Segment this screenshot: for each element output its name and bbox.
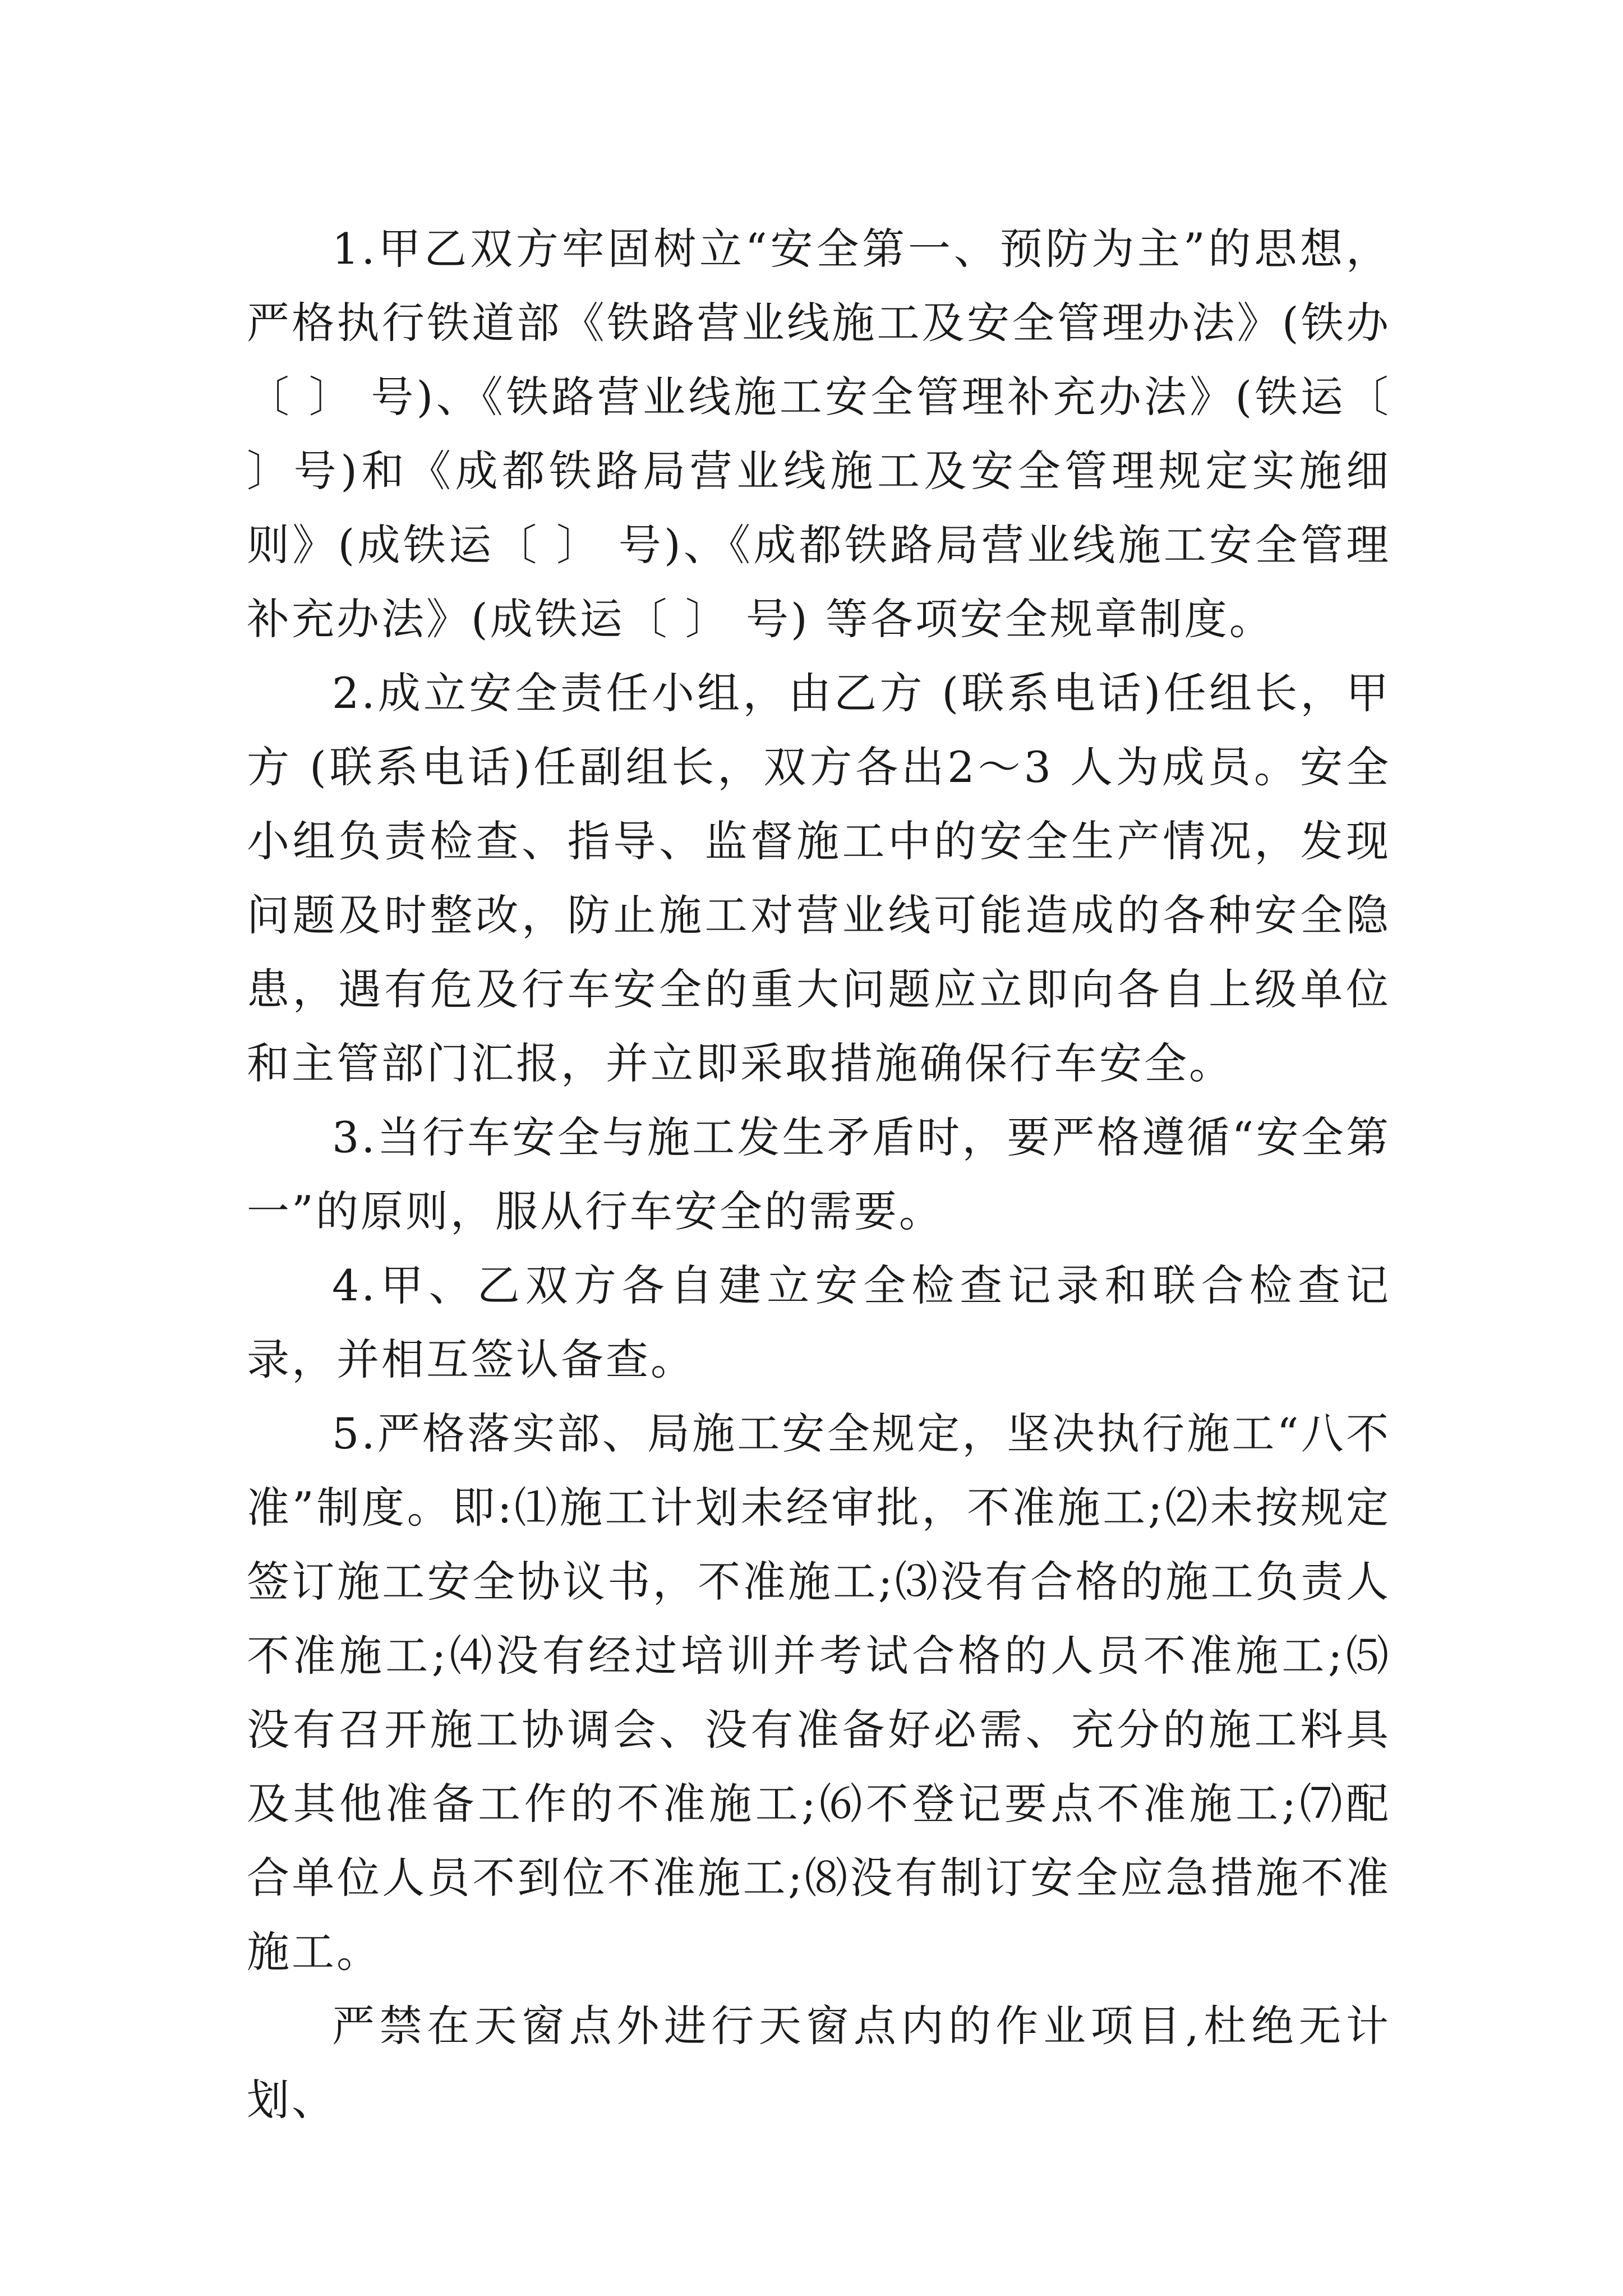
document-body (247, 212, 1391, 2137)
paragraph-5: 5.严格落实部、局施工安全规定，坚决执行施工“八不准”制度。即:⑴施工计划未经审批，不准施工;⑵未按规定签订施工安全协议书，不准施工;⑶没有合格的施工负责人不准施工;⑷没有经过培训并考试合格的人员不准施工;⑸没有召开施工协调会、没有准备好必需、充分的施工料具及其他准备工作的不准施工;⑹不登记要点不准施工;⑺配合单位人员不到位不准施工;⑻没有制订安全应急措施不准施工。 (247, 1409, 1391, 1977)
paragraph-6: 严禁在天窗点外进行天窗点内的作业项目,杜绝无计划、 (247, 2001, 1391, 2125)
paragraph-1: 1.甲乙双方牢固树立“安全第一、预防为主”的思想，严格执行铁道部《铁路营业线施工及安全管理办法》(铁办〔 〕 号)、《铁路营业线施工安全管理补充办法》(铁运〔 〕号)和《成都铁路局营业线施工及安全管理规定实施细则》(成铁运〔 〕 号)、《成都铁路局营业线施工安全管理补充办法》(成铁运〔 〕 号) 等各项安全规章制度。 (247, 224, 1391, 644)
paragraph-4: 4.甲、乙双方各自建立安全检查记录和联合检查记录，并相互签认备查。 (247, 1260, 1391, 1384)
paragraph-2: 2.成立安全责任小组，由乙方 (联系电话)任组长，甲方 (联系电话)任副组长，双方各出2～3 人为成员。安全小组负责检查、指导、监督施工中的安全生产情况，发现问题及时整改，防止施工对营业线可能造成的各种安全隐患，遇有危及行车安全的重大问题应立即向各自上级单位和主管部门汇报，并立即采取措施确保行车安全。 (247, 668, 1391, 1088)
paragraph-3: 3.当行车安全与施工发生矛盾时，要严格遵循“安全第一”的原则，服从行车安全的需要。 (247, 1112, 1391, 1236)
